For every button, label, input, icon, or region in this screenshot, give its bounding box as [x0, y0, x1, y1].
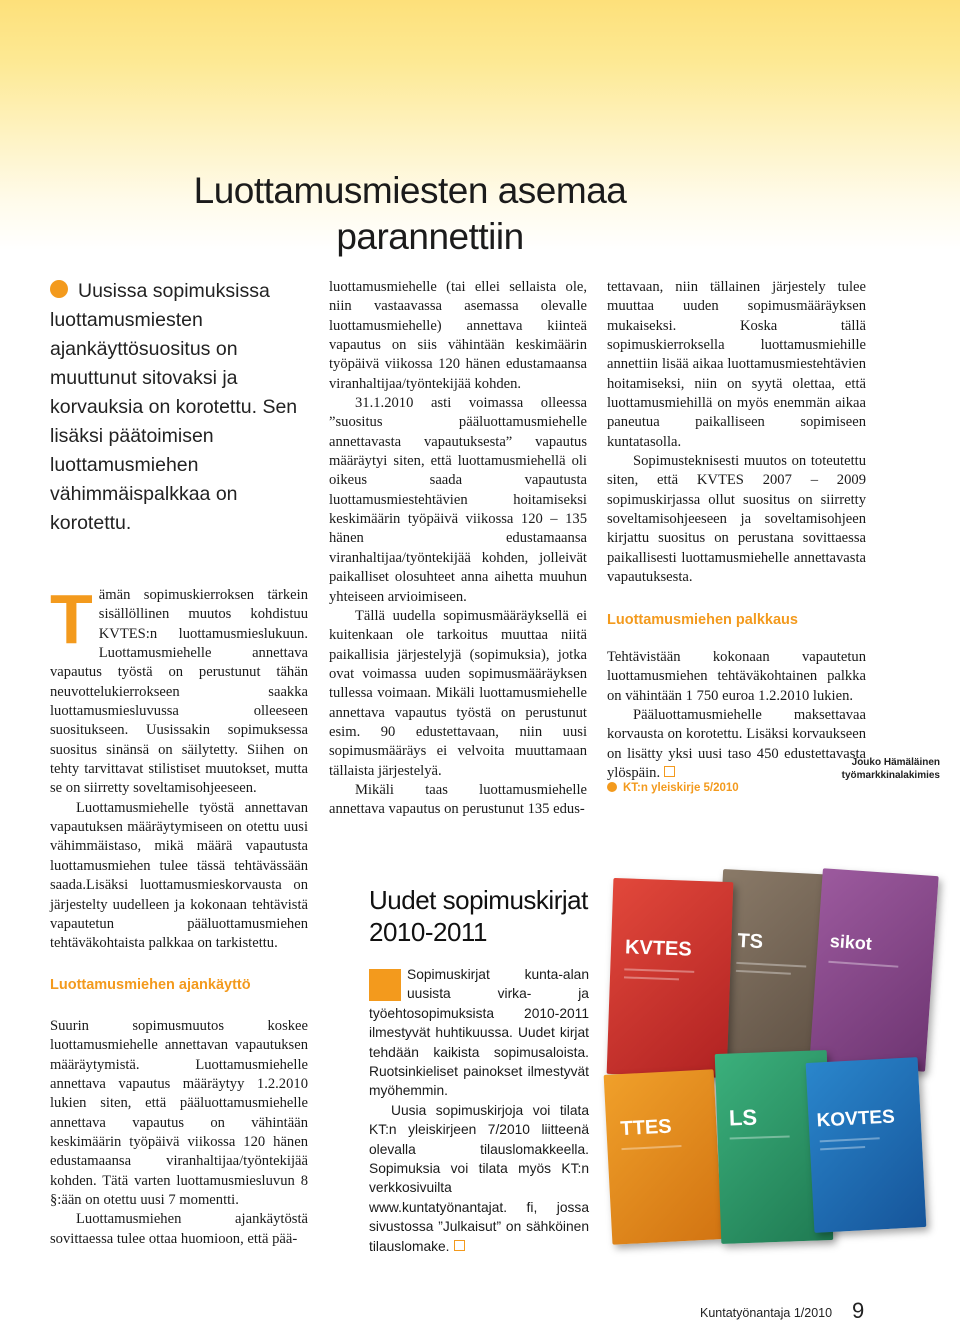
footer-magazine-name: Kuntatyönantaja 1/2010	[700, 1306, 833, 1320]
col2-paragraph-4: Mikäli taas luottamusmiehelle annettava vapautus on perustunut 135 edus-	[329, 781, 587, 818]
info-box-paragraph-2	[369, 1101, 589, 1256]
footer-page-number: 9	[852, 1298, 865, 1323]
col3-p4-text: Pääluottamusmiehelle maksettavaa korvausta on korotettu. Lisäksi korvaukseen on lisätty yksi uusi taso 450 edustettavasta ylöspäin.	[607, 706, 866, 781]
book-cover-kvtes	[607, 878, 734, 1078]
info-box-p1-text: Sopimuskirjat kunta-alan uusista virka- ja työehtosopimuksista 2010-2011 ilmestyvät huhtikuussa. Uudet kirjat tehdään kaikista sopimusaloista. Ruotsinkieliset painokset ilmestyvät myöhemmin.	[369, 967, 589, 1099]
source-text: KT:n yleiskirje 5/2010	[623, 782, 739, 794]
lead-text: Uusissa sopimuksissa luottamusmiesten ajankäyttösuositus on muuttunut sitovaksi ja korvauksia on korotettu. Sen lisäksi päätoimisen luottamusmiehen vähimmäispalkkaa on korotettu.	[50, 280, 298, 534]
author-title: työmarkkinalakimies	[841, 770, 940, 781]
cover-line	[820, 1146, 865, 1150]
book-label: TTES	[619, 1115, 673, 1141]
book-cover-ttes	[604, 1069, 723, 1245]
col1-paragraph-4: Luottamusmiehen ajankäytöstä sovittaessa tulee ottaa huomioon, että pää-	[50, 1211, 308, 1247]
source-reference	[607, 782, 739, 794]
col3-paragraph-1: tettavaan, niin tällainen järjestely tulee muuttaa uuden sopimusmääräyksen mukaiseksi. Koska tällä sopimuskierroksella luottamusmiehille annettiin lisää aikaa luottamusmiestehtävien hoitamiseksi, niin on syytä olettaa, että luottamusmiehillä on myös enemmän aikaa paneutua paikalliseen sopimiseen kuntatasolla.	[607, 279, 866, 450]
cover-line	[828, 961, 898, 968]
page-title	[80, 168, 740, 260]
section-heading-palkkaus: Luottamusmiehen palkkaus	[607, 611, 798, 628]
book-label: TS	[736, 929, 764, 954]
cover-line	[621, 1145, 681, 1150]
drop-cap: T	[50, 580, 93, 658]
author-name: Jouko Hämäläinen	[851, 757, 940, 768]
col2-paragraph-3: Tällä uudella sopimusmääräyksellä ei kuitenkaan ole tarkoitus muuttaa niitä paikallisia järjestelyjä (sopimuksia), jotka ovat voimassa uuden sopimusmääräyksen tullessa voimaan. Mikäli luottamusmiehelle annettava vapautus työstä on perustunut esim. 90 edustettavaan, niin uusi sopimusmääräys ei velvoita muuttamaan tällaista järjestelyä.	[329, 607, 587, 779]
column-3	[607, 278, 866, 783]
cover-line	[730, 1135, 790, 1139]
cover-line	[736, 962, 806, 968]
info-box-p2-text: Uusia sopimuskirjoja voi tilata KT:n yleiskirjeen 7/2010 liitteenä olevalla tilauslomakkeella. Sopimuksia voi tilata myös KT:n verkkosivuilta www.kuntatyönantajat. fi, jossa sivustossa ”Julkaisut” on sähköinen tilauslomake.	[369, 1102, 589, 1254]
book-label: KOVTES	[816, 1106, 896, 1132]
cover-line	[624, 976, 679, 980]
col1-paragraph-3: Suurin sopimusmuutos koskee luottamusmiehelle annettavan vapautuksen määräytymistä. Luottamusmiehelle annettava vapautus määräytyy 1.2.2010 lukien siten, että pääluottamusmiehelle annettava vapautus on vähintään keskimäärin työpäivä viikossa 120 hänen edustamaansa viranhaltijaa/työntekijää kohden. Tätä varten luottamusmiesluvun 8 §:ään on otettu uusi 7 momentti.	[50, 1017, 308, 1208]
info-box-text	[369, 965, 589, 1256]
col3-paragraph-3: Tehtävistään kokonaan vapautetun luottamusmiehen tehtäväkohtainen palkka on vähintään 1 750 euroa 1.2.2010 lukien.	[607, 648, 866, 704]
col2-paragraph-2: 31.1.2010 asti voimassa olleessa ”suositus pääluottamusmiehelle annettavasta vapautuksesta” vapautus määräytyi siten, että luottamusmiehellä oli oikeus saada vapautusta luottamusmiestehtävien hoitamiseksi keskimäärin työpäivä viikossa 120 – 135 hänen edustamaansa viranhaltijaa/työntekijää kohden, jolleivät paikalliset olosuhteet anna aihetta muuhun yhteiseen arvioimiseen.	[329, 395, 587, 605]
title-line-2: parannettiin	[336, 216, 524, 257]
col2-paragraph-1: luottamusmiehelle (tai ellei sellaista ole, niin vastaavassa asemassa olevalle luottamusmiehelle) annettava kiinteä vapautus on siis vähintään keskimäärin työpäivä viikossa 120 hänen edustamaansa viranhaltijaa/työntekijää kohden.	[329, 279, 587, 392]
book-label: KVTES	[624, 936, 693, 961]
cover-line	[624, 968, 694, 972]
col1-paragraph-2: Luottamusmiehelle työstä annettavan vapautuksen määräytymiseen on otettu uusi vähimmäistaso, mikä määrä vapautusta luottamusmiehen tulee tässä tehtävässään saada.Lisäksi luottamusmieskorvausta on järjestelty uudelleen ja kokonaan tehtävistä vapautetun pääluottamusmiehen tehtäväkohtaista palkkaa on tarkistettu.	[50, 799, 308, 952]
cover-line	[736, 970, 791, 975]
book-label: LS	[728, 1104, 758, 1131]
column-1	[50, 580, 308, 1249]
cover-line	[820, 1137, 880, 1142]
info-box-title: Uudet sopimuskirjat 2010-2011	[369, 885, 588, 947]
book-cover-kovtes	[806, 1057, 927, 1233]
col3-paragraph-2: Sopimusteknisesti muutos on toteutettu siten, että KVTES 2007 – 2009 sopimuskirjassa ollut suositus on siirretty soveltamisohjeeseen ja soveltamisohjeen kirjattu suositus on perustana sovittaessa paikallisesti luottamusmiehelle annettavasta vapautuksesta.	[607, 453, 866, 586]
book-label: sikot	[829, 930, 873, 954]
end-mark-icon	[664, 766, 675, 777]
end-mark-icon	[454, 1240, 465, 1251]
orange-square-icon	[369, 969, 401, 1001]
lead-paragraph	[50, 277, 300, 538]
source-dot-icon	[607, 782, 617, 792]
info-box-paragraph-1	[369, 965, 589, 1101]
title-line-1: Luottamusmiesten asemaa	[193, 170, 627, 211]
author-signature	[780, 756, 940, 782]
column-2	[329, 278, 587, 820]
section-heading-ajankaytto: Luottamusmiehen ajankäyttö	[50, 976, 251, 993]
book-cover-sikot	[809, 868, 938, 1072]
bullet-dot-icon	[50, 280, 68, 298]
col1-p1-text: ämän sopimuskierroksen tärkein sisällöllinen muutos kohdistuu KVTES:n luottamusmieslukuun. Luottamusmiehelle annettava vapautus työstä on perustunut tähän neuvottelukierrokseen saakka luottamusmiesluvussa olleeseen suositukseen. Uusissakin sopimuksessa suositus sinänsä on säilytetty. Siihen on tehty tarvittavat stilistiset muutokset, mutta se on siirretty soveltamisohjeeseen.	[50, 587, 308, 797]
col1-paragraph-1	[50, 580, 308, 799]
